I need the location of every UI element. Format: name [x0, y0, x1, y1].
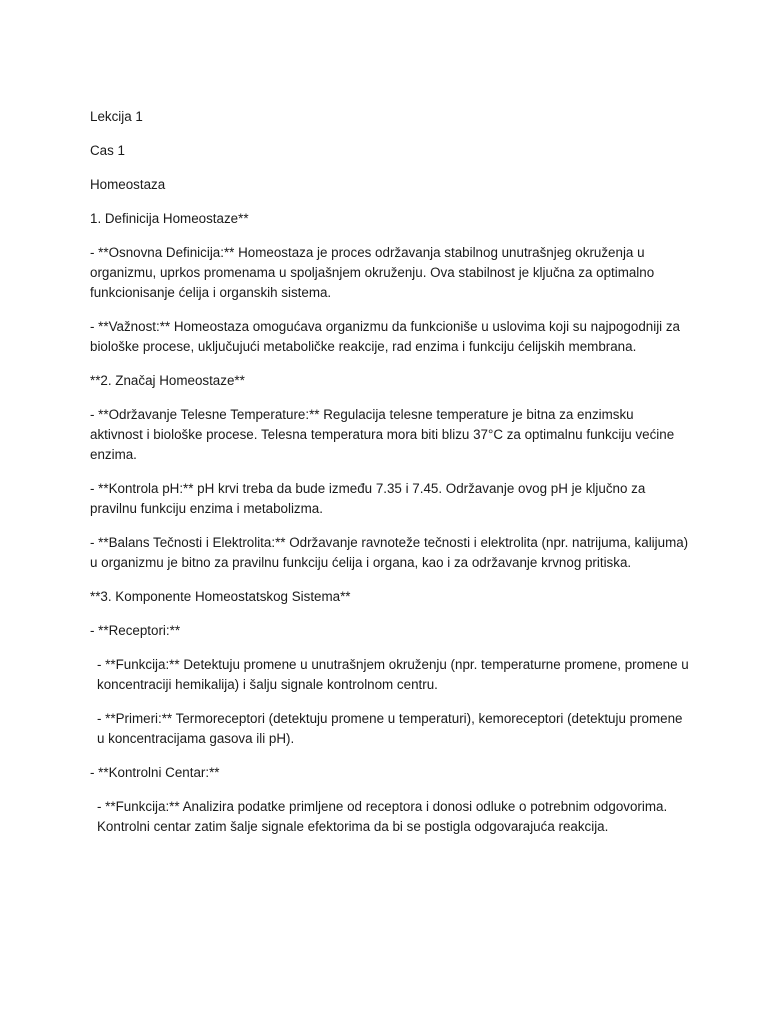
sub-list-item: - **Funkcija:** Detektuju promene u unutrašnjem okruženju (npr. temperaturne promene, promene u koncentraciji hemikalija) i šalju signale kontrolnom centru. — [97, 657, 689, 692]
paragraph: - **Osnovna Definicija:** Homeostaza je proces održavanja stabilnog unutrašnjeg okruženja u organizmu, uprkos promenama u spoljašnjem okruženju. Ova stabilnost je ključna za optimalno funkcionisanje ćelija i organskih sistema. — [90, 245, 655, 300]
list-item: - **Receptori:** — [90, 623, 181, 638]
document-body — [90, 107, 690, 851]
list-item: - **Kontrolni Centar:** — [90, 765, 220, 780]
section-heading: **3. Komponente Homeostatskog Sistema** — [90, 589, 351, 604]
paragraph: - **Održavanje Telesne Temperature:** Regulacija telesne temperature je bitna za enzimsku aktivnost i biološke procese. Telesna temperatura mora biti blizu 37°C za optimalnu funkciju većine enzima. — [90, 407, 675, 462]
paragraph: - **Kontrola pH:** pH krvi treba da bude između 7.35 i 7.45. Održavanje ovog pH je ključno za pravilnu funkciju enzima i metabolizma. — [90, 481, 646, 516]
sub-list-item: - **Primeri:** Termoreceptori (detektuju promene u temperaturi), kemoreceptori (detektuju promene u koncentracijama gasova ili pH). — [97, 711, 683, 746]
class-label: Cas 1 — [90, 143, 125, 158]
lesson-label: Lekcija 1 — [90, 109, 143, 124]
topic-title: Homeostaza — [90, 177, 166, 192]
sub-list-item: - **Funkcija:** Analizira podatke primljene od receptora i donosi odluke o potrebnim odgovorima. Kontrolni centar zatim šalje signale efektorima da bi se postigla odgovarajuća reakcija. — [97, 799, 668, 834]
paragraph: - **Važnost:** Homeostaza omogućava organizmu da funkcioniše u uslovima koji su najpogodniji za biološke procese, uključujući metaboličke reakcije, rad enzima i funkciju ćelijskih membrana. — [90, 319, 681, 354]
paragraph: - **Balans Tečnosti i Elektrolita:** Održavanje ravnoteže tečnosti i elektrolita (npr. natrijuma, kalijuma) u organizmu je bitno za pravilnu funkciju ćelija i organa, kao i za održavanje krvnog pritiska. — [90, 535, 689, 570]
section-heading: 1. Definicija Homeostaze** — [90, 211, 249, 226]
section-heading: **2. Značaj Homeostaze** — [90, 373, 245, 388]
